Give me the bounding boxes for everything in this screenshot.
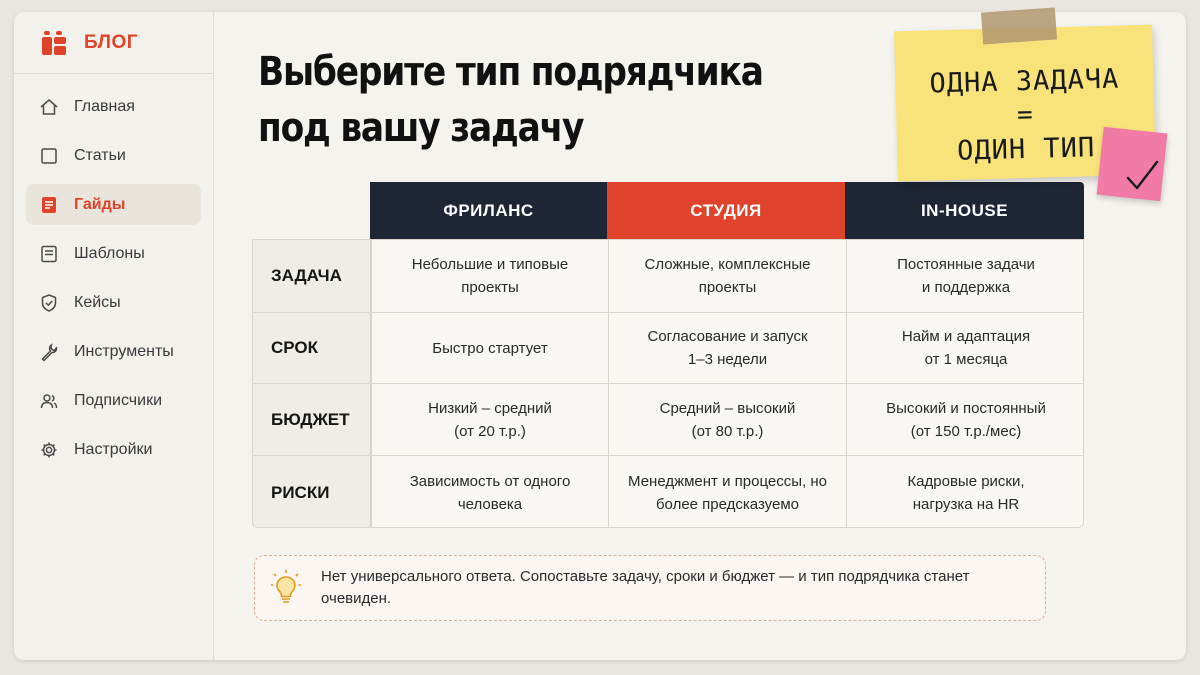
table-cell: Зависимость от одного человека — [371, 456, 608, 528]
home-icon — [38, 96, 60, 118]
gear-icon — [38, 439, 60, 461]
sidebar-item-subscribers[interactable] — [26, 380, 201, 421]
table-cell: Средний – высокий (от 80 т.р.) — [608, 384, 846, 455]
document-icon — [38, 194, 60, 216]
row-label-term: СРОК — [253, 313, 371, 383]
sticky-line: ОДИН ТИП — [956, 132, 1096, 167]
table-cell: Найм и адаптация от 1 месяца — [846, 313, 1084, 383]
lightbulb-icon — [269, 568, 303, 608]
sidebar-item-label: Настройки — [74, 440, 153, 458]
table-cell: Согласование и запуск 1–3 недели — [608, 313, 846, 383]
sidebar-item-label: Главная — [74, 97, 135, 115]
sidebar-item-label: Подписчики — [74, 391, 163, 409]
tip-note — [254, 555, 1046, 621]
table-cell: Постоянные задачи и поддержка — [846, 240, 1084, 312]
sidebar-item-guides[interactable] — [26, 184, 201, 225]
sidebar — [14, 12, 214, 660]
column-header-inhouse: IN-HOUSE — [845, 182, 1084, 239]
sticky-line: ОДНА ЗАДАЧА — [929, 63, 1120, 100]
sidebar-item-settings[interactable] — [26, 429, 201, 470]
sidebar-item-label: Гайды — [74, 195, 126, 213]
brand[interactable] — [14, 12, 213, 74]
sidebar-item-home[interactable] — [26, 86, 201, 127]
page-title-line: Выберите тип подрядчика — [258, 49, 763, 95]
sidebar-item-templates[interactable] — [26, 233, 201, 274]
table-cell: Кадровые риски, нагрузка на HR — [846, 456, 1084, 528]
square-icon — [38, 145, 60, 167]
page-title-line: под вашу задачу — [258, 105, 584, 151]
sidebar-item-tools[interactable] — [26, 331, 201, 372]
page-title — [258, 44, 791, 156]
column-header-studio: СТУДИЯ — [607, 182, 845, 239]
table-cell: Низкий – средний (от 20 т.р.) — [371, 384, 608, 455]
table-cell: Быстро стартует — [371, 313, 608, 383]
wrench-icon — [38, 341, 60, 363]
column-header-freelance: ФРИЛАНС — [370, 182, 607, 239]
sidebar-nav — [14, 74, 213, 470]
template-icon — [38, 243, 60, 265]
table-body — [252, 239, 1084, 528]
shield-check-icon — [38, 292, 60, 314]
tape-strip — [981, 7, 1057, 44]
table-cell: Сложные, комплексные проекты — [608, 240, 846, 312]
row-label-budget: БЮДЖЕТ — [253, 384, 371, 455]
tip-text: Нет универсального ответа. Сопоставьте задачу, сроки и бюджет — и тип подрядчика станет очевиден. — [321, 568, 970, 607]
brand-name: БЛОГ — [84, 31, 139, 53]
users-icon — [38, 390, 60, 412]
row-label-task: ЗАДАЧА — [253, 240, 371, 312]
sidebar-item-articles[interactable] — [26, 135, 201, 176]
sidebar-item-label: Статьи — [74, 146, 126, 164]
table-cell: Небольшие и типовые проекты — [371, 240, 608, 312]
sidebar-item-label: Инструменты — [74, 342, 174, 360]
sidebar-item-label: Кейсы — [74, 293, 121, 311]
table-cell: Менеджмент и процессы, но более предсказуемо — [608, 456, 846, 528]
blog-logo-icon — [42, 31, 66, 55]
row-label-risks: РИСКИ — [253, 456, 371, 528]
table-cell: Высокий и постоянный (от 150 т.р./мес) — [846, 384, 1084, 455]
sticky-line: = — [1016, 99, 1035, 131]
sidebar-item-cases[interactable] — [26, 282, 201, 323]
sidebar-item-label: Шаблоны — [74, 244, 145, 262]
checkmark-icon — [1122, 156, 1162, 196]
